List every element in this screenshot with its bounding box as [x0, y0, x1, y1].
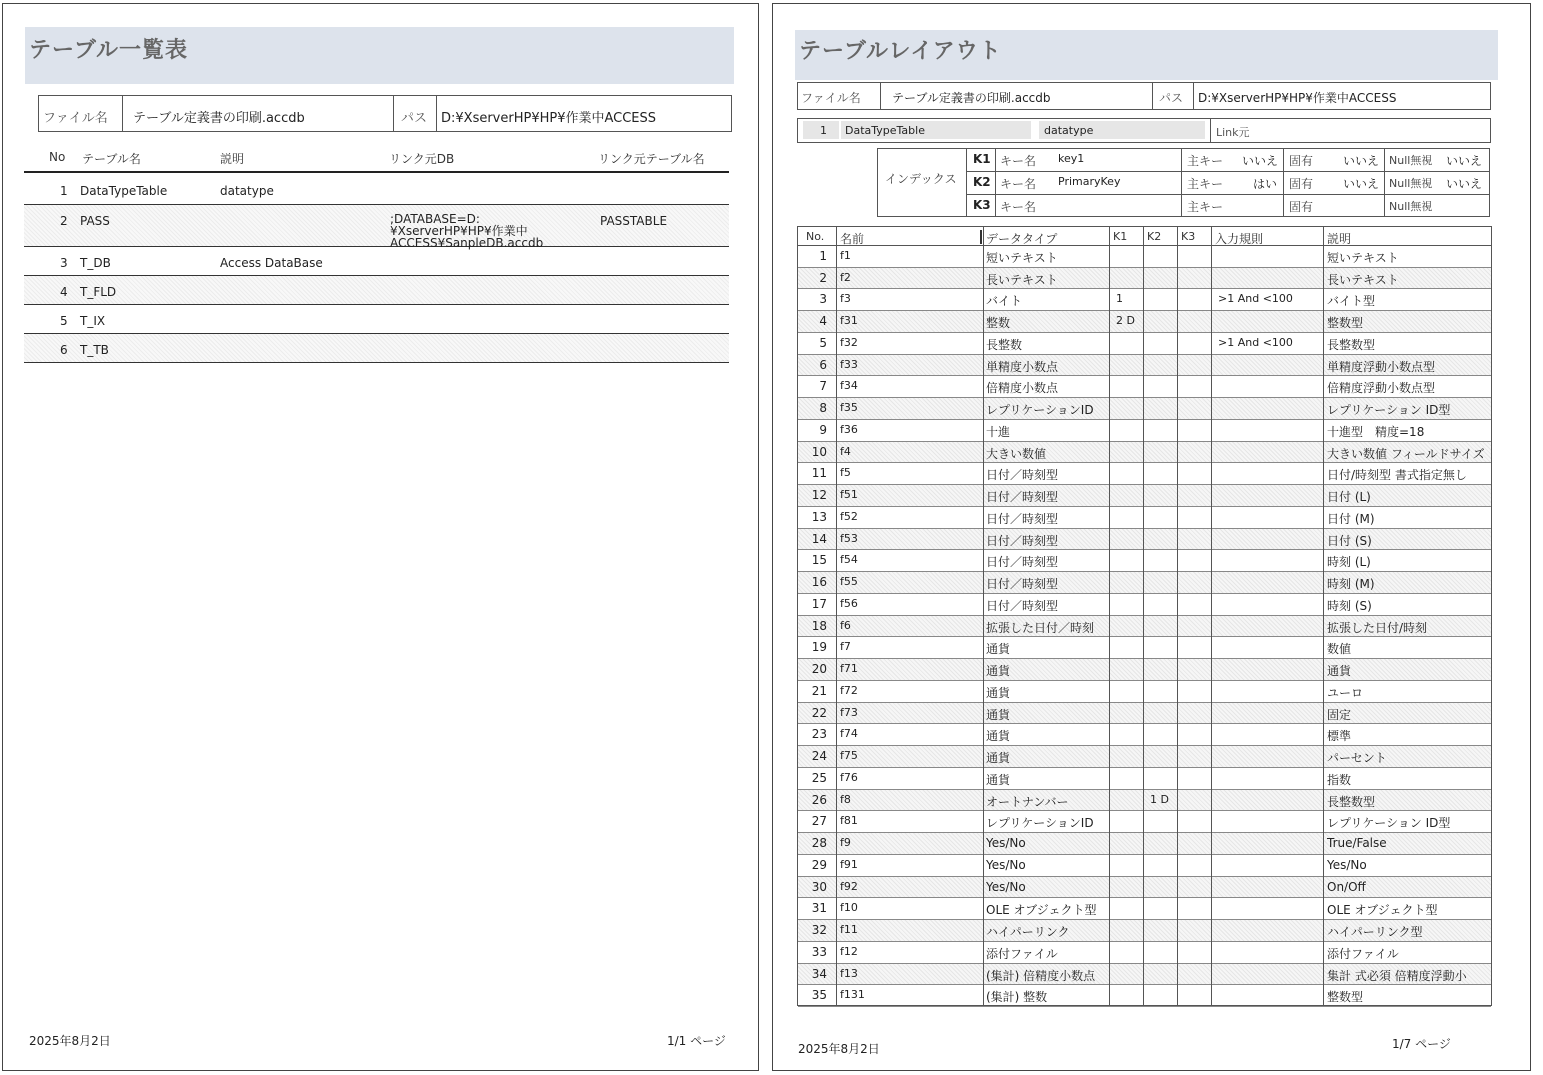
- field-name: f35: [840, 401, 858, 415]
- field-name: f81: [840, 814, 858, 828]
- table-row: [24, 175, 729, 205]
- row-table-name: T_TB: [80, 343, 109, 357]
- field-no: 30: [811, 879, 827, 894]
- field-no: 17: [811, 596, 827, 611]
- field-name: f36: [840, 422, 858, 436]
- path-value: D:¥XserverHP¥HP¥作業中ACCESS: [1198, 91, 1397, 105]
- table-row: [798, 246, 1491, 268]
- col-header-k1: K1: [1113, 230, 1128, 243]
- col-header-datatype: データタイプ: [986, 232, 1058, 246]
- table-row: [798, 833, 1491, 855]
- table-row: [798, 311, 1491, 333]
- field-description: レプリケーション ID型: [1327, 403, 1451, 418]
- field-description: 時刻 (L): [1327, 555, 1371, 570]
- field-no: 8: [819, 401, 827, 416]
- field-datatype: 日付／時刻型: [986, 598, 1059, 613]
- field-name: f34: [840, 379, 858, 393]
- table-row: [798, 877, 1491, 899]
- field-datatype: 日付／時刻型: [986, 490, 1059, 505]
- table-row: [798, 790, 1491, 812]
- field-table-header: [798, 227, 1491, 246]
- col-header-k2: K2: [1147, 230, 1162, 243]
- path-value: D:¥XserverHP¥HP¥作業中ACCESS: [441, 111, 657, 126]
- key-name-label: キー名: [1000, 200, 1037, 214]
- primary-key-value: はい: [1253, 177, 1278, 191]
- field-datatype: 添付ファイル: [986, 946, 1058, 961]
- field-no: 19: [811, 640, 827, 655]
- table-row: [798, 681, 1491, 703]
- field-table: [797, 226, 1492, 1006]
- page-number: 1/1 ページ: [667, 1034, 726, 1048]
- field-datatype: 倍精度小数点: [986, 381, 1059, 396]
- field-datatype: 十進: [986, 424, 1011, 439]
- field-no: 7: [819, 379, 827, 394]
- field-no: 10: [811, 444, 827, 459]
- field-description: 添付ファイル: [1327, 946, 1399, 961]
- unique-value: いいえ: [1343, 154, 1380, 168]
- table-row: [798, 703, 1491, 725]
- table-row: [798, 572, 1491, 594]
- field-no: 14: [811, 531, 827, 546]
- field-name: f7: [840, 640, 851, 654]
- field-no: 11: [811, 466, 827, 481]
- field-datatype: 大きい数値: [986, 446, 1047, 461]
- field-name: f76: [840, 770, 858, 784]
- field-name: f4: [840, 444, 851, 458]
- key-name-label: キー名: [1000, 154, 1037, 168]
- field-description: True/False: [1327, 836, 1387, 851]
- index-key-id: K2: [973, 175, 991, 189]
- page-title-band: [795, 30, 1498, 80]
- table-row: [798, 942, 1491, 964]
- row-no: 3: [60, 256, 68, 270]
- table-row: [798, 398, 1491, 420]
- field-name: f5: [840, 466, 851, 480]
- table-description: datatype: [1044, 124, 1094, 137]
- key-name-value: PrimaryKey: [1058, 175, 1121, 188]
- row-table-name: T_IX: [80, 314, 106, 328]
- field-description: 整数型: [1327, 990, 1364, 1005]
- col-header-description: 説明: [220, 152, 245, 166]
- path-label: パス: [1159, 91, 1184, 105]
- field-datatype: バイト: [986, 294, 1023, 309]
- row-no: 2: [60, 214, 68, 228]
- field-datatype: Yes/No: [986, 879, 1026, 894]
- table-row: [798, 550, 1491, 572]
- table-row: [798, 333, 1491, 355]
- field-datatype: 日付／時刻型: [986, 533, 1059, 548]
- field-description: 十進型 精度=18: [1327, 424, 1425, 439]
- field-description: 標準: [1327, 729, 1352, 744]
- field-k2: 1 D: [1150, 792, 1169, 806]
- field-name: f2: [840, 270, 851, 284]
- unique-label: 固有: [1289, 154, 1314, 168]
- row-table-name: T_DB: [80, 256, 111, 270]
- field-description: Yes/No: [1327, 857, 1367, 872]
- field-description: 指数: [1327, 772, 1352, 787]
- field-name: f13: [840, 966, 858, 980]
- table-row: [798, 485, 1491, 507]
- field-name: f56: [840, 596, 858, 610]
- field-no: 5: [819, 335, 827, 350]
- table-row: [798, 964, 1491, 986]
- field-datatype: 拡張した日付／時刻: [986, 620, 1095, 635]
- table-row: [24, 205, 729, 250]
- field-datatype: (集計) 倍精度小数点: [986, 968, 1096, 983]
- field-no: 1: [819, 249, 827, 263]
- key-name-label: キー名: [1000, 177, 1037, 191]
- table-row: [798, 268, 1491, 290]
- field-no: 31: [811, 901, 827, 916]
- file-label: ファイル名: [801, 91, 861, 105]
- field-description: 集計 式必須 倍精度浮動小: [1327, 968, 1467, 983]
- row-no: 1: [60, 184, 68, 198]
- table-row: [798, 659, 1491, 681]
- field-description: 整数型: [1327, 316, 1364, 331]
- table-row: [798, 855, 1491, 877]
- field-description: パーセント: [1327, 751, 1387, 766]
- field-datatype: 長整数: [986, 337, 1023, 352]
- col-header-no: No: [49, 150, 66, 164]
- row-table-name: T_FLD: [80, 285, 117, 299]
- field-description: 固定: [1327, 707, 1352, 722]
- field-datatype: 整数: [986, 316, 1011, 331]
- field-name: f6: [840, 618, 851, 632]
- field-name: f9: [840, 836, 851, 850]
- ignore-nulls-value: いいえ: [1446, 177, 1483, 191]
- field-datatype: 通貨: [986, 772, 1011, 787]
- field-datatype: 通貨: [986, 751, 1011, 766]
- field-name: f75: [840, 749, 858, 763]
- field-name: f73: [840, 705, 858, 719]
- field-description: レプリケーション ID型: [1327, 816, 1451, 831]
- field-no: 20: [811, 662, 827, 677]
- primary-key-label: 主キー: [1187, 200, 1224, 214]
- field-name: f55: [840, 575, 858, 589]
- file-name-value: テーブル定義書の印刷.accdb: [133, 111, 305, 126]
- field-no: 18: [811, 618, 827, 633]
- field-description: バイト型: [1327, 294, 1376, 309]
- field-validation-rule: >1 And <100: [1218, 335, 1293, 349]
- field-datatype: Yes/No: [986, 836, 1026, 851]
- field-name: f33: [840, 357, 858, 371]
- file-name-value: テーブル定義書の印刷.accdb: [892, 91, 1051, 105]
- field-no: 6: [819, 357, 827, 372]
- table-row: [798, 616, 1491, 638]
- primary-key-value: いいえ: [1242, 154, 1279, 168]
- field-description: 日付/時刻型 書式指定無し: [1327, 468, 1467, 483]
- field-name: f10: [840, 901, 858, 915]
- page-title: テーブル一覧表: [29, 38, 189, 63]
- row-no: 6: [60, 343, 68, 357]
- row-no: 4: [60, 285, 68, 299]
- field-name: f32: [840, 335, 858, 349]
- field-k1: 1: [1116, 292, 1123, 306]
- path-label: パス: [401, 111, 428, 126]
- unique-label: 固有: [1289, 177, 1314, 191]
- table-row: [798, 355, 1491, 377]
- col-header-description: 説明: [1327, 232, 1352, 246]
- table-name: DataTypeTable: [845, 124, 925, 137]
- field-name: f131: [840, 988, 865, 1002]
- field-no: 28: [811, 836, 827, 851]
- field-name: f51: [840, 488, 858, 502]
- table-row: [798, 724, 1491, 746]
- table-row: [798, 507, 1491, 529]
- field-name: f8: [840, 792, 851, 806]
- field-no: 25: [811, 770, 827, 785]
- print-date: 2025年8月2日: [29, 1034, 111, 1048]
- field-name: f92: [840, 879, 858, 893]
- table-row: [798, 985, 1491, 1007]
- row-table-name: PASS: [80, 214, 110, 228]
- field-no: 3: [819, 292, 827, 307]
- field-no: 35: [811, 988, 827, 1003]
- index-key-id: K1: [973, 152, 991, 166]
- field-description: 大きい数値 フィールドサイズ: [1327, 446, 1485, 461]
- key-name-value: key1: [1058, 152, 1085, 165]
- field-no: 29: [811, 857, 827, 872]
- page-title: テーブルレイアウト: [799, 39, 1002, 64]
- table-row: [798, 442, 1491, 464]
- field-no: 21: [811, 683, 827, 698]
- col-header-link-table: リンク元テーブル名: [598, 152, 705, 166]
- table-row: [798, 637, 1491, 659]
- field-description: 時刻 (S): [1327, 598, 1372, 613]
- field-datatype: 日付／時刻型: [986, 577, 1059, 592]
- field-description: 通貨: [1327, 664, 1352, 679]
- field-datatype: 通貨: [986, 729, 1011, 744]
- ignore-nulls-label: Null無視: [1389, 200, 1433, 213]
- table-row: [798, 594, 1491, 616]
- field-no: 22: [811, 705, 827, 720]
- field-no: 2: [819, 270, 827, 285]
- field-no: 23: [811, 727, 827, 742]
- field-datatype: 単精度小数点: [986, 359, 1059, 374]
- field-datatype: 通貨: [986, 685, 1011, 700]
- field-datatype: 長いテキスト: [986, 272, 1058, 287]
- table-row: [24, 305, 729, 334]
- field-no: 24: [811, 749, 827, 764]
- page-title-band: [25, 27, 734, 84]
- field-validation-rule: >1 And <100: [1218, 292, 1293, 306]
- table-row: [798, 289, 1491, 311]
- field-name: f54: [840, 553, 858, 567]
- row-no: 5: [60, 314, 68, 328]
- field-datatype: OLE オブジェクト型: [986, 903, 1097, 918]
- field-name: f12: [840, 944, 858, 958]
- field-description: 長整数型: [1327, 794, 1376, 809]
- index-key-id: K3: [973, 198, 991, 212]
- field-no: 34: [811, 966, 827, 981]
- field-description: 拡張した日付/時刻: [1327, 620, 1428, 635]
- print-date: 2025年8月2日: [798, 1042, 880, 1056]
- field-description: 日付 (L): [1327, 490, 1371, 505]
- field-no: 12: [811, 488, 827, 503]
- table-row: [798, 898, 1491, 920]
- row-description: Access DataBase: [220, 256, 323, 270]
- ignore-nulls-label: Null無視: [1389, 154, 1433, 167]
- table-row: [798, 811, 1491, 833]
- field-no: 15: [811, 553, 827, 568]
- field-description: 日付 (S): [1327, 533, 1372, 548]
- field-description: ユーロ: [1327, 685, 1364, 700]
- field-no: 16: [811, 575, 827, 590]
- field-description: 長整数型: [1327, 337, 1376, 352]
- field-datatype: 短いテキスト: [986, 251, 1058, 265]
- field-datatype: 日付／時刻型: [986, 468, 1059, 483]
- field-datatype: Yes/No: [986, 857, 1026, 872]
- field-name: f71: [840, 662, 858, 676]
- row-table-name: DataTypeTable: [80, 184, 168, 198]
- field-name: f91: [840, 857, 858, 871]
- field-datatype: (集計) 整数: [986, 990, 1048, 1005]
- link-source-label: Link元: [1216, 126, 1250, 139]
- table-number: 1: [820, 124, 827, 137]
- table-row: [24, 334, 729, 363]
- field-name: f52: [840, 509, 858, 523]
- index-label: インデックス: [885, 172, 957, 186]
- field-description: 単精度浮動小数点型: [1327, 359, 1436, 374]
- row-link-db: ;DATABASE=D:¥XserverHP¥HP¥作業中ACCESS¥SanpleDB.accdb: [390, 212, 544, 250]
- field-no: 9: [819, 422, 827, 437]
- col-header-link-db: リンク元DB: [389, 152, 455, 166]
- file-label: ファイル名: [43, 111, 108, 126]
- field-name: f72: [840, 683, 858, 697]
- field-datatype: レプリケーションID: [986, 816, 1094, 831]
- field-datatype: 通貨: [986, 642, 1011, 657]
- field-name: f3: [840, 292, 851, 306]
- field-name: f1: [840, 249, 851, 262]
- field-no: 33: [811, 944, 827, 959]
- field-name: f53: [840, 531, 858, 545]
- table-row: [798, 920, 1491, 942]
- field-no: 32: [811, 923, 827, 938]
- col-header-validation-rule: 入力規則: [1215, 232, 1264, 246]
- table-row: [24, 276, 729, 305]
- field-name: f31: [840, 314, 858, 328]
- field-description: 日付 (M): [1327, 511, 1375, 526]
- field-description: On/Off: [1327, 879, 1366, 894]
- page-number: 1/7 ページ: [1392, 1037, 1451, 1051]
- field-description: 倍精度浮動小数点型: [1327, 381, 1436, 396]
- row-link-table: PASSTABLE: [600, 214, 668, 228]
- field-datatype: 通貨: [986, 707, 1011, 722]
- field-datatype: 日付／時刻型: [986, 511, 1059, 526]
- field-description: OLE オブジェクト型: [1327, 903, 1438, 918]
- ignore-nulls-label: Null無視: [1389, 177, 1433, 190]
- unique-value: いいえ: [1343, 177, 1380, 191]
- col-header-no: No.: [806, 230, 825, 243]
- field-no: 13: [811, 509, 827, 524]
- field-name: f74: [840, 727, 858, 741]
- field-k1: 2 D: [1116, 314, 1135, 328]
- field-no: 26: [811, 792, 827, 807]
- col-header-k3: K3: [1181, 230, 1196, 243]
- table-row: [798, 768, 1491, 790]
- field-description: 長いテキスト: [1327, 272, 1399, 287]
- field-no: 4: [819, 314, 827, 329]
- col-header-name: 名前: [840, 232, 865, 246]
- field-datatype: オートナンバー: [986, 794, 1069, 809]
- field-no: 27: [811, 814, 827, 829]
- field-description: ハイパーリンク型: [1327, 925, 1423, 940]
- table-row: [798, 420, 1491, 442]
- ignore-nulls-value: いいえ: [1446, 154, 1483, 168]
- unique-label: 固有: [1289, 200, 1314, 214]
- col-header-table-name: テーブル名: [82, 152, 141, 166]
- field-description: 短いテキスト: [1327, 251, 1399, 265]
- primary-key-label: 主キー: [1187, 154, 1224, 168]
- table-row: [798, 529, 1491, 551]
- field-datatype: レプリケーションID: [986, 403, 1094, 418]
- field-datatype: 通貨: [986, 664, 1011, 679]
- field-description: 時刻 (M): [1327, 577, 1375, 592]
- field-name: f11: [840, 923, 858, 937]
- field-datatype: ハイパーリンク: [986, 925, 1070, 940]
- table-row: [24, 247, 729, 276]
- table-row: [798, 463, 1491, 485]
- primary-key-label: 主キー: [1187, 177, 1224, 191]
- field-description: 数値: [1327, 642, 1352, 657]
- row-description: datatype: [220, 184, 274, 198]
- field-datatype: 日付／時刻型: [986, 555, 1059, 570]
- table-row: [798, 376, 1491, 398]
- table-row: [798, 746, 1491, 768]
